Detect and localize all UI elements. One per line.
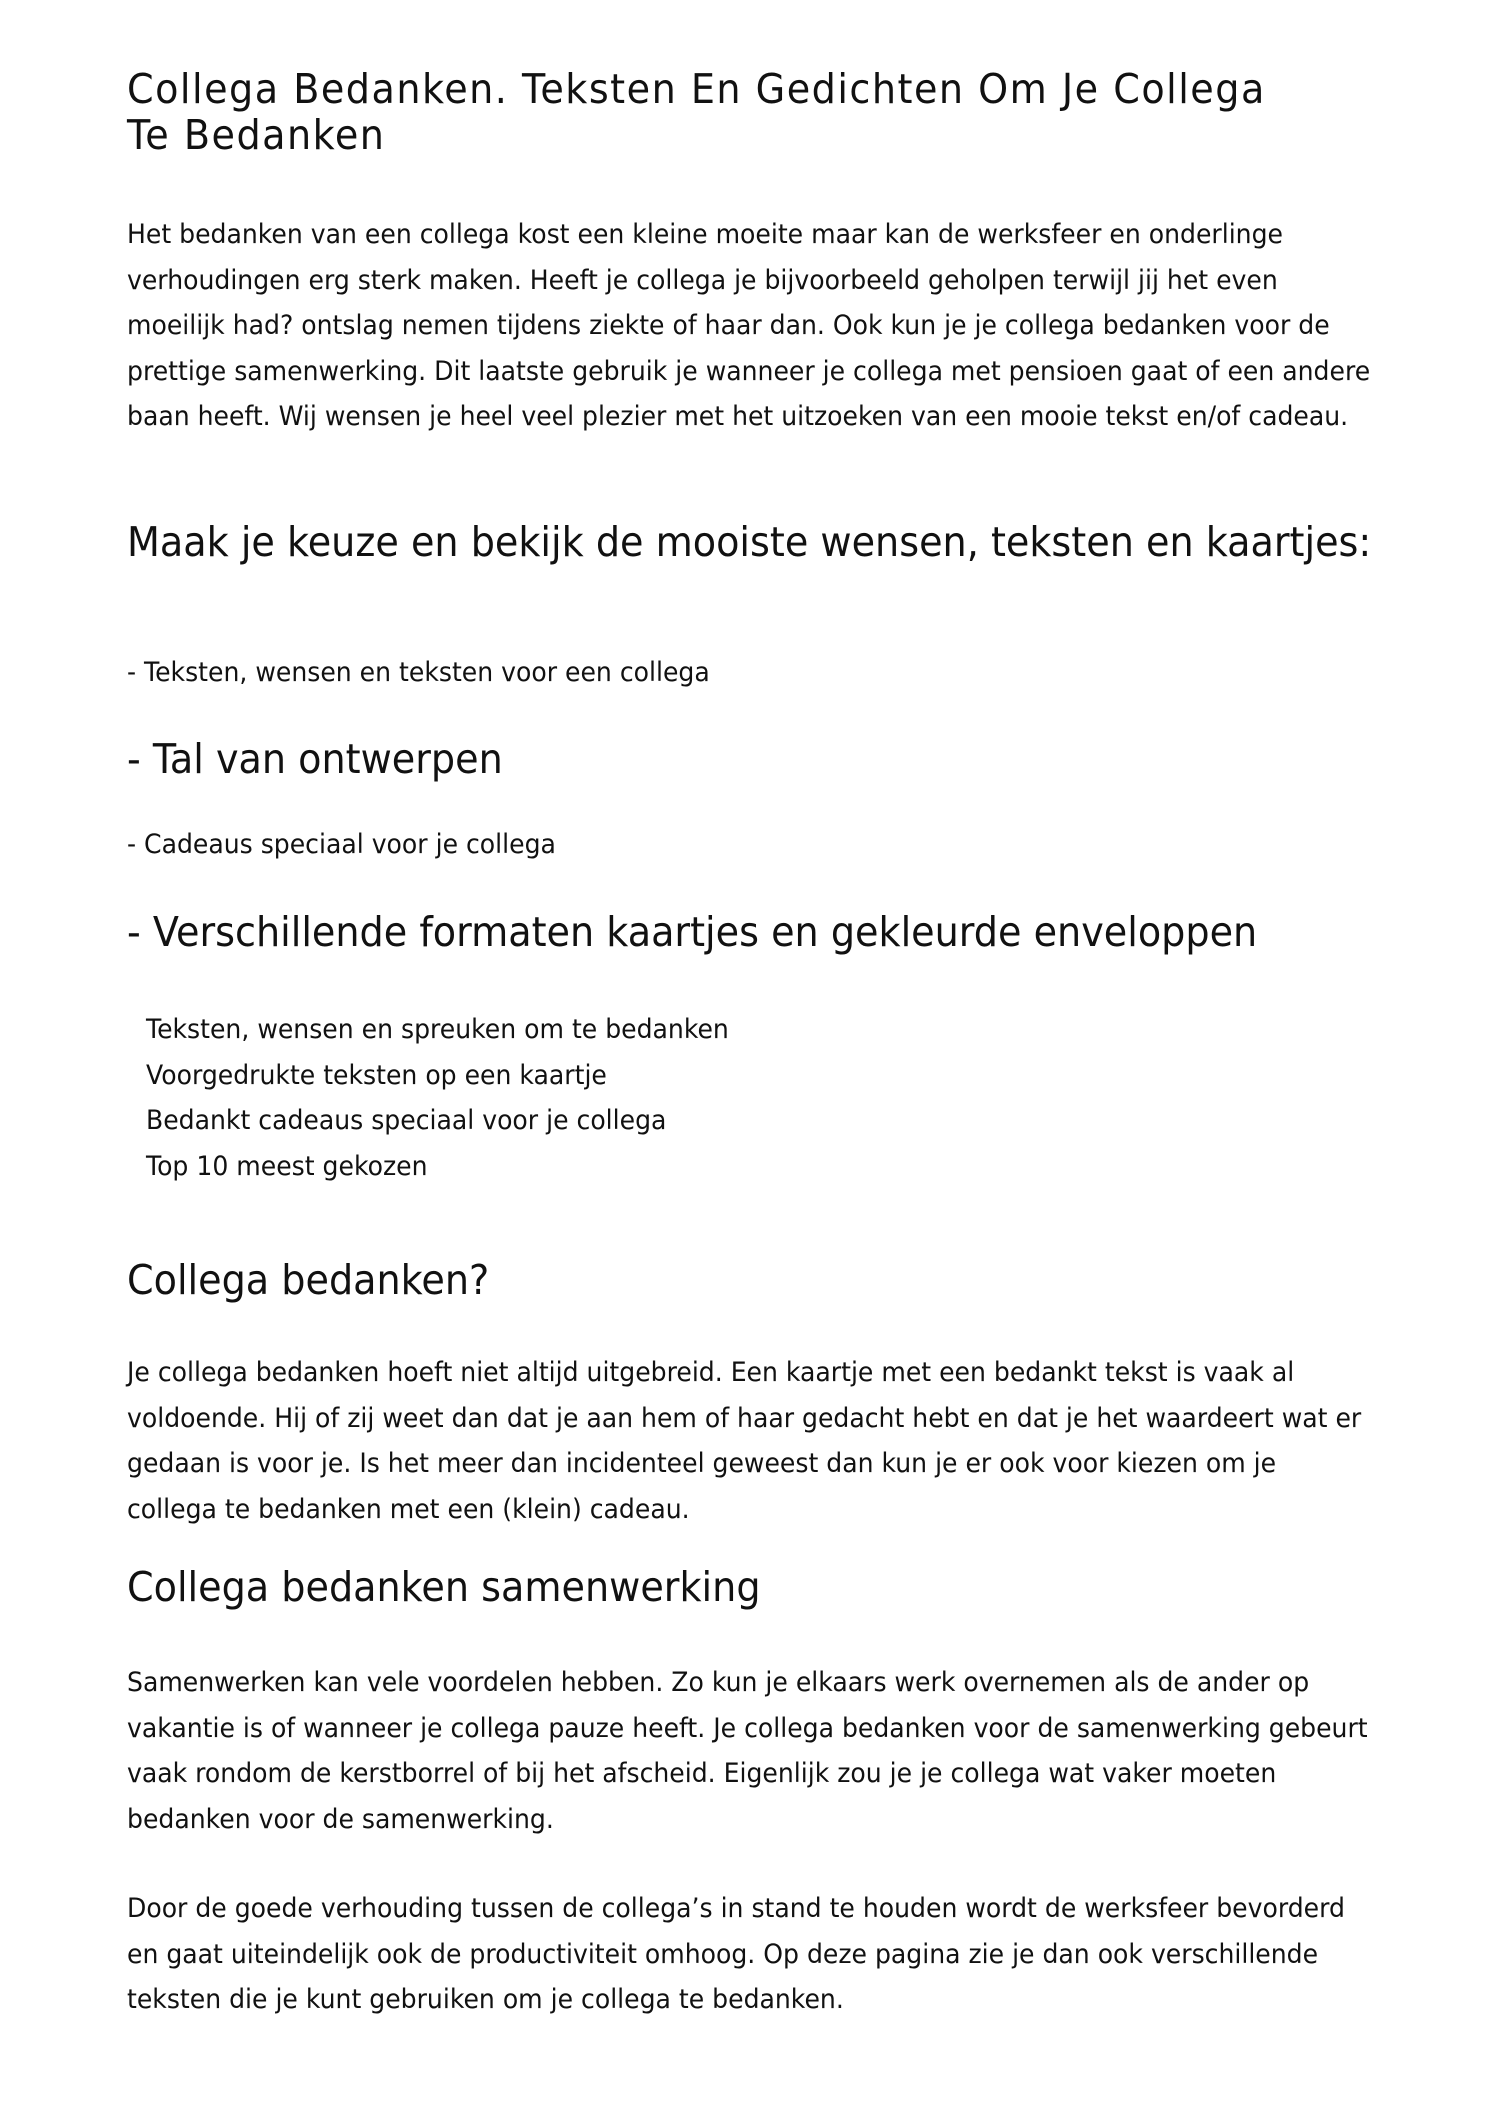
link-top-10[interactable]: Top 10 meest gekozen <box>146 1150 428 1182</box>
section-paragraph: Samenwerken kan vele voordelen hebben. Zo kun je elkaars werk overnemen als de ander op vakantie is of wanneer je collega pauze heeft. Je collega bedanken voor de samenwerking gebeurt vaak rondom de kerstborrel of bij het afscheid. Eigenlijk zou je je collega wat vaker moeten bedanken voor de samenwerking. <box>127 1667 1368 1835</box>
link-thank-you-gifts[interactable]: Bedankt cadeaus speciaal voor je collega <box>146 1105 667 1136</box>
link-texts-wishes[interactable]: Teksten, wensen en spreuken om te bedanken <box>146 1014 729 1045</box>
section-heading-samenwerking: Collega bedanken samenwerking <box>127 1563 761 1611</box>
choice-item-designs: - Tal van ontwerpen <box>127 735 503 783</box>
choice-item-texts: - Teksten, wensen en teksten voor een collega <box>127 657 710 688</box>
page-title: Collega Bedanken. Teksten En Gedichten Om Je Collega Te Bedanken <box>127 65 1266 159</box>
link-list <box>146 1007 773 1189</box>
choice-item-gifts: - Cadeaus speciaal voor je collega <box>127 829 556 860</box>
choice-heading: Maak je keuze en bekijk de mooiste wensen, teksten en kaartjes: <box>127 518 1372 566</box>
choice-item-formats: - Verschillende formaten kaartjes en gekleurde enveloppen <box>127 908 1258 956</box>
section-heading-collega-bedanken: Collega bedanken? <box>127 1256 490 1304</box>
section-paragraph: Je collega bedanken hoeft niet altijd uitgebreid. Een kaartje met een bedankt tekst is vaak al voldoende. Hij of zij weet dan dat je aan hem of haar gedacht hebt en dat je het waardeert wat er gedaan is voor je. Is het meer dan incidenteel geweest dan kun je er ook voor kiezen om je collega te bedanken met een (klein) cadeau. <box>127 1357 1362 1525</box>
intro-paragraph: Het bedanken van een collega kost een kleine moeite maar kan de werksfeer en onderlinge verhoudingen erg sterk maken. Heeft je collega je bijvoorbeeld geholpen terwijl jij het even moeilijk had? ontslag nemen tijdens ziekte of haar dan. Ook kun je je collega bedanken voor de prettige samenwerking. Dit laatste gebruik je wanneer je collega met pensioen gaat of een andere baan heeft. Wij wensen je heel veel plezier met het uitzoeken van een mooie tekst en/of cadeau. <box>127 219 1371 432</box>
section-paragraph: Door de goede verhouding tussen de collega’s in stand te houden wordt de werksfeer bevorderd en gaat uiteindelijk ook de productiviteit omhoog. Op deze pagina zie je dan ook verschillende teksten die je kunt gebruiken om je collega te bedanken. <box>127 1893 1345 2015</box>
link-preprinted-cards[interactable]: Voorgedrukte teksten op een kaartje <box>146 1059 607 1091</box>
